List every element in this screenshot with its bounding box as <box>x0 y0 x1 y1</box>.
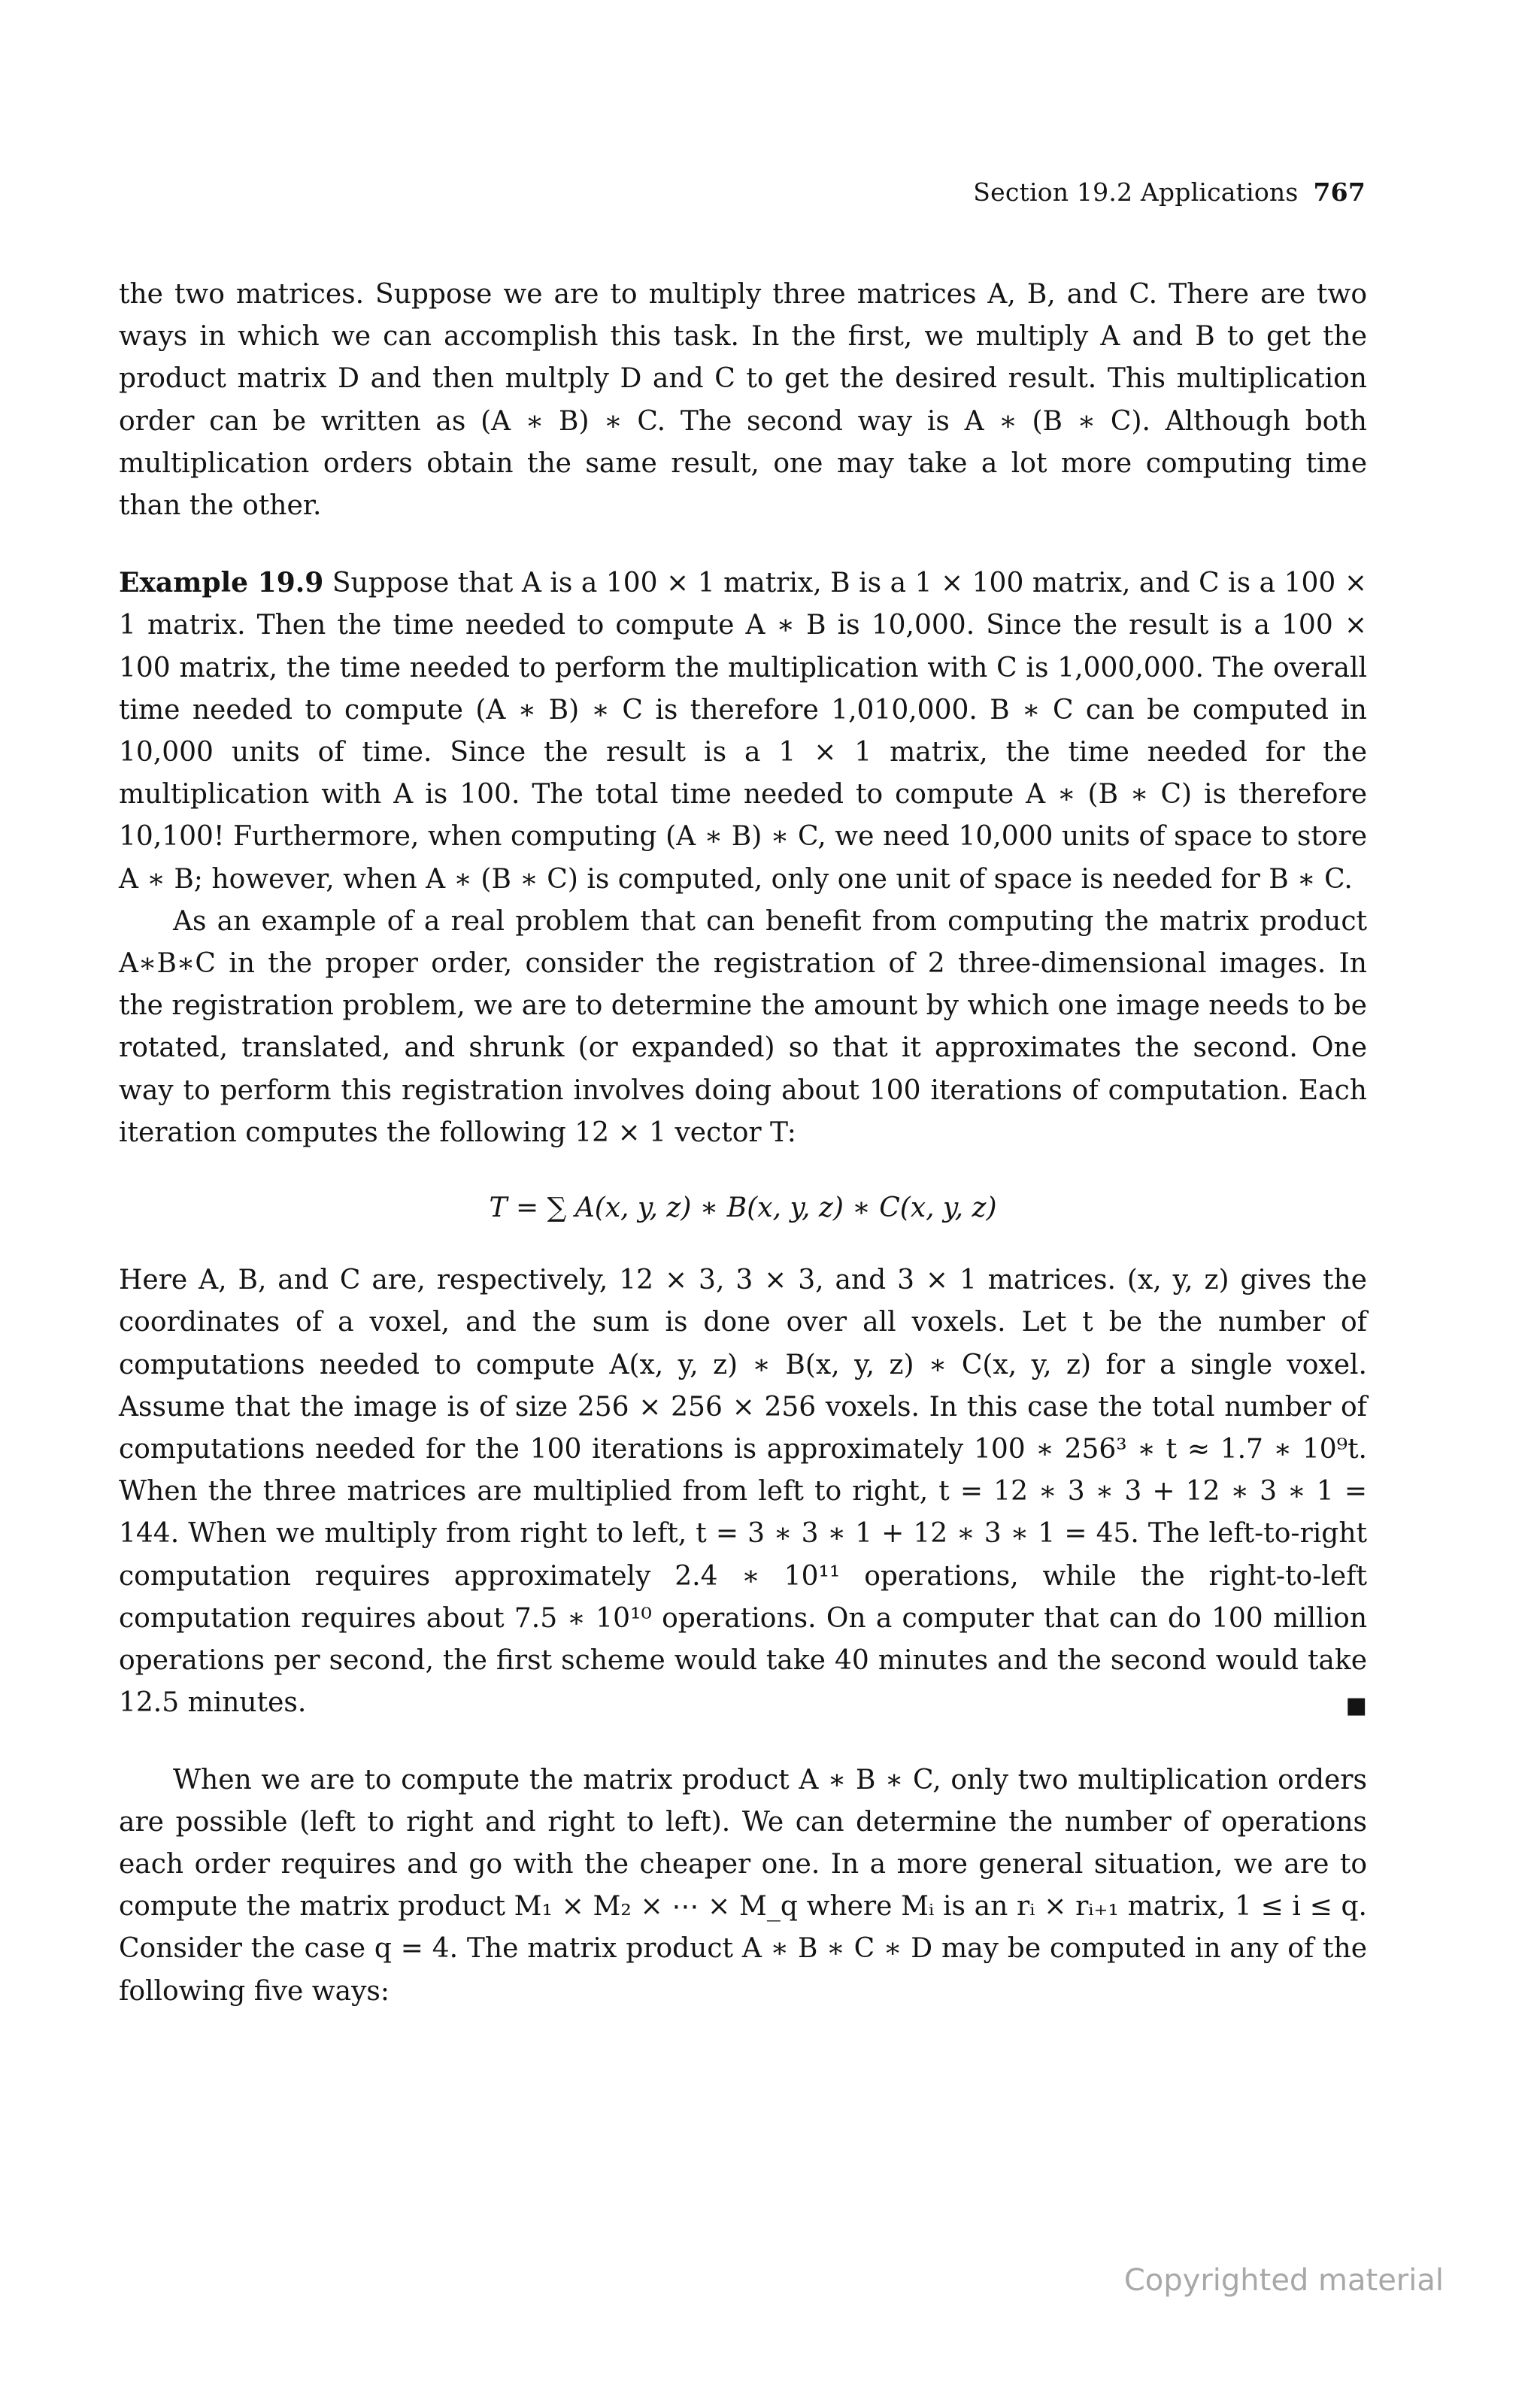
paragraph-intro: the two matrices. Suppose we are to multiply three matrices A, B, and C. There are two ways in which we can accomplish this task. In the first, we multiply A and B to get the product matrix D and then multply D and C to get the desired result. This multiplication order can be written as (A ∗ B) ∗ C. The second way is A ∗ (B ∗ C). Although both multiplication orders obtain the same result, one may take a lot more computing time than the other. <box>119 279 1367 522</box>
body-text <box>119 274 1367 2013</box>
example-label: Example 19.9 <box>119 567 324 599</box>
voxel-text: Here A, B, and C are, respectively, 12 × 3, 3 × 3, and 3 × 1 matrices. (x, y, z) gives the coordinates of a voxel, and the sum is done over all voxels. Let t be the number of computations needed to compute A(x, y, z) ∗ B(x, y, z) ∗ C(x, y, z) for a single voxel. Assume that the image is of size 256 × 256 × 256 voxels. In this case the total number of computations needed for the 100 iterations is approximately 100 ∗ 256³ ∗ t ≈ 1.7 ∗ 10⁹t. When the three matrices are multiplied from left to right, t = 12 ∗ 3 ∗ 3 + 12 ∗ 3 ∗ 1 = 144. When we multiply from right to left, t = 3 ∗ 3 ∗ 1 + 12 ∗ 3 ∗ 1 = 45. The left-to-right computation requires approximately 2.4 ∗ 10¹¹ operations, while the right-to-left computation requires about 7.5 ∗ 10¹⁰ operations. On a computer that can do 100 million operations per second, the first scheme would take 40 minutes and the second would take 12.5 minutes. <box>119 1265 1367 1719</box>
running-header <box>973 177 1366 207</box>
end-of-example-mark: ■ <box>1345 1692 1367 1720</box>
page-number: 767 <box>1313 177 1366 207</box>
paragraph-voxel <box>119 1259 1367 1724</box>
paragraph-general-case: When we are to compute the matrix product A ∗ B ∗ C, only two multiplication orders are possible (left to right and right to left). We can determine the number of operations each order requires and go with the cheaper one. In a more general situation, we are to compute the matrix product M₁ × M₂ × ⋯ × M_q where Mᵢ is an rᵢ × rᵢ₊₁ matrix, 1 ≤ i ≤ q. Consider the case q = 4. The matrix product A ∗ B ∗ C ∗ D may be computed in any of the following five ways: <box>119 1764 1367 2007</box>
example-text: Suppose that A is a 100 × 1 matrix, B is a 1 × 100 matrix, and C is a 100 × 1 matrix. Then the time needed to compute A ∗ B is 10,000. Since the result is a 100 × 100 matrix, the time needed to perform the multiplication with C is 1,000,000. The overall time needed to compute (A ∗ B) ∗ C is therefore 1,010,000. B ∗ C can be computed in 10,000 units of time. Since the result is a 1 × 1 matrix, the time needed for the multiplication with A is 100. The total time needed to compute A ∗ (B ∗ C) is therefore 10,100! Furthermore, when computing (A ∗ B) ∗ C, we need 10,000 units of space to store A ∗ B; however, when A ∗ (B ∗ C) is computed, only one unit of space is needed for B ∗ C. <box>119 568 1368 895</box>
copyright-watermark: Copyrighted material <box>1123 2263 1444 2298</box>
equation-sum: T = ∑ A(x, y, z) ∗ B(x, y, z) ∗ C(x, y, z) <box>489 1192 997 1224</box>
paragraph-registration: As an example of a real problem that can benefit from computing the matrix product A∗B∗C in the proper order, consider the registration of 2 three-dimensional images. In the registration problem, we are to determine the amount by which one image needs to be rotated, translated, and shrunk (or expanded) so that it approximates the second. One way to perform this registration involves doing about 100 iterations of computation. Each iteration computes the following 12 × 1 vector T: <box>119 905 1367 1148</box>
example-paragraph <box>119 562 1367 901</box>
section-title: Section 19.2 Applications <box>973 177 1299 207</box>
